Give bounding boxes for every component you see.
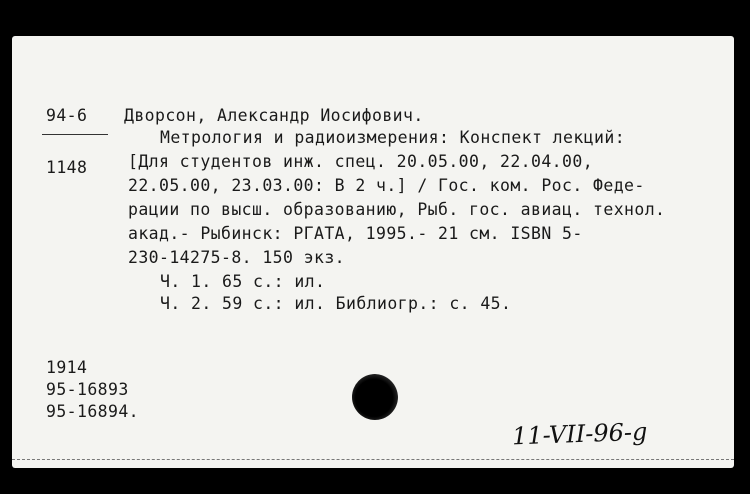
punch-hole <box>352 374 398 420</box>
part-1-line: Ч. 1. 65 с.: ил. <box>160 272 326 291</box>
handwritten-date: 11-VII-96-g <box>511 417 648 451</box>
inventory-number-3: 95-16894. <box>46 402 140 421</box>
inventory-number-2: 95-16893 <box>46 380 129 399</box>
author-heading: Дворсон, Александр Иосифович. <box>124 106 424 125</box>
description-line-3: рации по высш. образованию, Рыб. гос. авиац. технол. <box>128 200 666 219</box>
card-number: 1148 <box>46 158 88 177</box>
card-bottom-edge <box>12 459 734 460</box>
shelf-mark-underline <box>42 134 108 135</box>
description-line-1: [Для студентов инж. спец. 20.05.00, 22.04.00, <box>128 152 594 171</box>
title-line: Метрология и радиоизмерения: Конспект лекций: <box>160 128 626 147</box>
description-line-2: 22.05.00, 23.03.00: В 2 ч.] / Гос. ком. Рос. Феде- <box>128 176 645 195</box>
inventory-number-1: 1914 <box>46 358 88 377</box>
description-line-4: акад.- Рыбинск: РГАТА, 1995.- 21 см. ISBN 5- <box>128 224 583 243</box>
description-line-5: 230-14275-8. 150 экз. <box>128 248 346 267</box>
catalog-card <box>12 36 734 468</box>
part-2-line: Ч. 2. 59 с.: ил. Библиогр.: с. 45. <box>160 294 512 313</box>
shelf-mark: 94-6 <box>46 106 88 125</box>
